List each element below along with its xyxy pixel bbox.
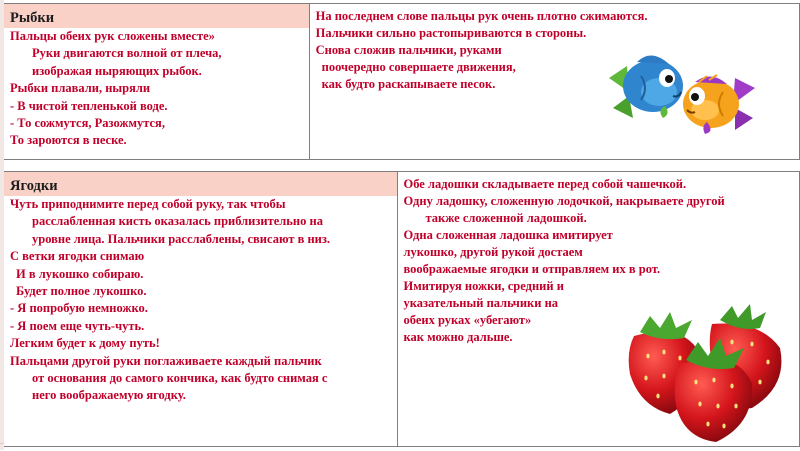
- berry-instruction-line: указательный пальчики на: [403, 296, 559, 310]
- orange-fish-icon: [683, 75, 755, 134]
- fish-instruction-line: Пальчики сильно растопыриваются в стороны.: [315, 26, 587, 40]
- fish-icon: [607, 48, 757, 140]
- fish-line: Рыбки плавали, ныряли: [10, 81, 151, 96]
- fish-instruction-line: поочередно совершаете движения,: [321, 60, 516, 74]
- fish-instruction-line: На последнем слове пальцы рук очень плотно сжимаются.: [315, 9, 648, 23]
- berry-line: - Я поем еще чуть-чуть.: [10, 318, 145, 333]
- fish-line: Руки двигаются волной от плеча,: [32, 46, 222, 61]
- fish-instruction-line: Снова сложив пальчики, руками: [315, 43, 502, 57]
- berry-instruction-line: лукошко, другой рукой достаем: [403, 245, 583, 259]
- berry-instruction-line: также сложенной ладошкой.: [425, 211, 587, 225]
- berry-line: Чуть приподнимите перед собой руку, так чтобы: [10, 197, 286, 211]
- berry-instruction-line: Обе ладошки складываете перед собой чашечкой.: [403, 177, 687, 191]
- berry-line: Легким будет к дому путь!: [10, 336, 160, 351]
- fish-instruction-line: как будто раскапываете песок.: [321, 77, 496, 91]
- berry-title: Ягодки: [10, 178, 58, 194]
- berry-line: от основания до самого кончика, как будто снимая с: [32, 371, 328, 386]
- blue-fish-icon: [609, 55, 683, 118]
- strawberry-icon: [620, 296, 800, 446]
- berry-text-cell: [4, 172, 398, 446]
- fish-illustration: [607, 48, 757, 140]
- berry-instruction-line: воображаемые ягодки и отправляем их в рот.: [403, 262, 661, 276]
- berry-instruction-line: Имитируя ножки, средний и: [403, 279, 564, 293]
- berry-line: Пальцами другой руки поглаживаете каждый пальчик: [10, 353, 322, 368]
- berry-instruction-line: Одна сложенная ладошка имитирует: [403, 228, 613, 242]
- berry-instruction-line: как можно дальше.: [403, 330, 513, 344]
- berry-line: уровне лица. Пальчики расслаблены, свисают в низ.: [32, 231, 331, 246]
- fish-line: Пальцы обеих рук сложены вместе»: [10, 29, 215, 43]
- berry-instruction-line: обеих руках «убегают»: [403, 313, 532, 327]
- fish-line: То зароются в песке.: [10, 133, 127, 148]
- strawberry-illustration: [620, 296, 800, 446]
- fish-line: - То сожмутся, Разожмутся,: [10, 116, 165, 131]
- fish-text-cell: [4, 4, 310, 159]
- fish-title: Рыбки: [10, 10, 55, 26]
- berry-instruction-line: Одну ладошку, сложенную лодочкой, накрываете другой: [403, 194, 725, 208]
- berry-line: С ветки ягодки снимаю: [10, 249, 145, 264]
- fish-line: - В чистой тепленькой воде.: [10, 98, 168, 113]
- berry-line: И в лукошко собираю.: [16, 266, 144, 281]
- berry-line: Будет полное лукошко.: [16, 284, 147, 299]
- berry-line: него воображаемую ягодку.: [32, 388, 186, 403]
- fish-line: изображая ныряющих рыбок.: [32, 63, 202, 78]
- berry-line: расслабленная кисть оказалась приблизительно на: [32, 214, 323, 229]
- berry-line: - Я попробую немножко.: [10, 301, 148, 316]
